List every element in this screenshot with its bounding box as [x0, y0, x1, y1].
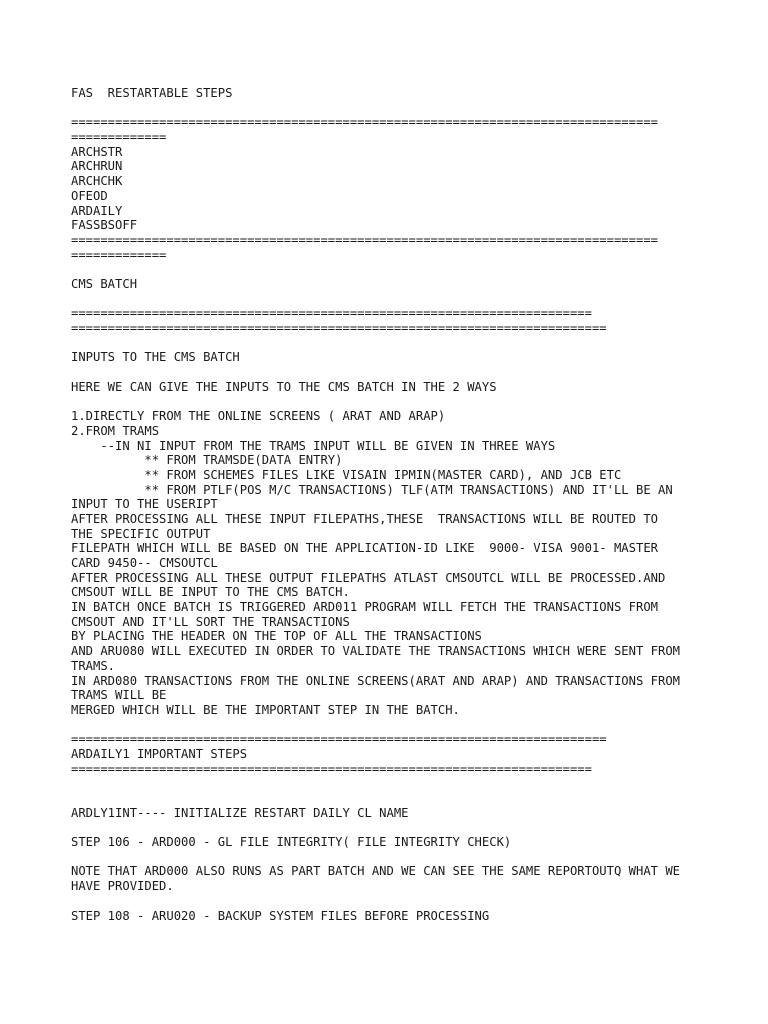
- text-line: 1.DIRECTLY FROM THE ONLINE SCREENS ( ARAT AND ARAP): [71, 409, 446, 424]
- blank-line: [71, 718, 711, 733]
- text-line: CARD 9450-- CMSOUTCL: [71, 556, 218, 570]
- text-line: ARCHRUN: [71, 159, 123, 174]
- text-line: ================================================================================: [71, 115, 658, 130]
- text-line: ** FROM TRAMSDE(DATA ENTRY): [71, 453, 343, 468]
- blank-line: [71, 776, 711, 791]
- text-line: ARDLY1INT---- INITIALIZE RESTART DAILY CL NAME: [71, 805, 409, 820]
- text-line: FAS RESTARTABLE STEPS: [71, 86, 233, 100]
- blank-line: [71, 336, 711, 351]
- blank-line: [71, 292, 711, 307]
- text-line: --IN NI INPUT FROM THE TRAMS INPUT WILL BE GIVEN IN THREE WAYS: [71, 438, 556, 453]
- blank-line: [71, 894, 711, 909]
- text-line: HAVE PROVIDED.: [71, 879, 174, 894]
- text-line: =============: [71, 130, 167, 145]
- text-line: BY PLACING THE HEADER ON THE TOP OF ALL THE TRANSACTIONS: [71, 629, 482, 644]
- text-line: AND ARU080 WILL EXECUTED IN ORDER TO VALIDATE THE TRANSACTIONS WHICH WERE SENT FROM: [71, 644, 681, 659]
- text-line: =======================================================================: [71, 306, 592, 321]
- text-line: ARDAILY1 IMPORTANT STEPS: [71, 746, 248, 761]
- text-line: ** FROM SCHEMES FILES LIKE VISAIN IPMIN(MASTER CARD), AND JCB ETC: [71, 467, 622, 482]
- text-line: AFTER PROCESSING ALL THESE OUTPUT FILEPATHS ATLAST CMSOUTCL WILL BE PROCESSED.AND: [71, 570, 666, 585]
- text-line: FILEPATH WHICH WILL BE BASED ON THE APPLICATION-ID LIKE 9000- VISA 9001- MASTER: [71, 541, 658, 556]
- text-line: 2.FROM TRAMS: [71, 423, 160, 438]
- text-line: STEP 106 - ARD000 - GL FILE INTEGRITY( FILE INTEGRITY CHECK): [71, 835, 512, 850]
- text-line: MERGED WHICH WILL BE THE IMPORTANT STEP IN THE BATCH.: [71, 702, 460, 717]
- blank-line: [71, 850, 711, 865]
- text-line: ================================================================================: [71, 232, 658, 247]
- blank-line: [71, 101, 711, 116]
- text-line: AFTER PROCESSING ALL THESE INPUT FILEPATHS,THESE TRANSACTIONS WILL BE ROUTED TO: [71, 511, 658, 526]
- text-line: =========================================================================: [71, 732, 607, 747]
- text-line: INPUT TO THE USERIPT: [71, 497, 218, 512]
- text-line: TRAMS WILL BE: [71, 688, 167, 703]
- text-line: ARCHCHK: [71, 174, 123, 189]
- blank-line: [71, 820, 711, 835]
- text-line: CMS BATCH: [71, 276, 138, 291]
- text-line: TRAMS.: [71, 658, 116, 673]
- text-line: CMSOUT AND IT'LL SORT THE TRANSACTIONS: [71, 614, 350, 629]
- text-line: CMSOUT WILL BE INPUT TO THE CMS BATCH.: [71, 585, 350, 600]
- text-line: IN BATCH ONCE BATCH IS TRIGGERED ARD011 PROGRAM WILL FETCH THE TRANSACTIONS FROM: [71, 600, 658, 615]
- text-line: =========================================================================: [71, 321, 607, 335]
- blank-line: [71, 262, 711, 277]
- text-line: ARDAILY: [71, 203, 123, 218]
- text-line: =======================================================================: [71, 761, 592, 776]
- text-line: INPUTS TO THE CMS BATCH: [71, 350, 240, 365]
- text-line: OFEOD: [71, 188, 108, 203]
- text-line: FASSBSOFF: [71, 218, 138, 233]
- blank-line: [71, 394, 711, 409]
- text-line: NOTE THAT ARD000 ALSO RUNS AS PART BATCH AND WE CAN SEE THE SAME REPORTOUTQ WHAT WE: [71, 864, 681, 879]
- text-line: ARCHSTR: [71, 144, 123, 159]
- blank-line: [71, 791, 711, 806]
- text-line: THE SPECIFIC OUTPUT: [71, 526, 211, 541]
- text-line: STEP 108 - ARU020 - BACKUP SYSTEM FILES BEFORE PROCESSING: [71, 908, 490, 923]
- text-line: ** FROM PTLF(POS M/C TRANSACTIONS) TLF(ATM TRANSACTIONS) AND IT'LL BE AN: [71, 482, 673, 497]
- blank-line: [71, 365, 711, 380]
- text-line: =============: [71, 247, 167, 262]
- document-body: [71, 86, 711, 923]
- text-line: HERE WE CAN GIVE THE INPUTS TO THE CMS BATCH IN THE 2 WAYS: [71, 379, 497, 394]
- text-line: IN ARD080 TRANSACTIONS FROM THE ONLINE SCREENS(ARAT AND ARAP) AND TRANSACTIONS FROM: [71, 673, 681, 688]
